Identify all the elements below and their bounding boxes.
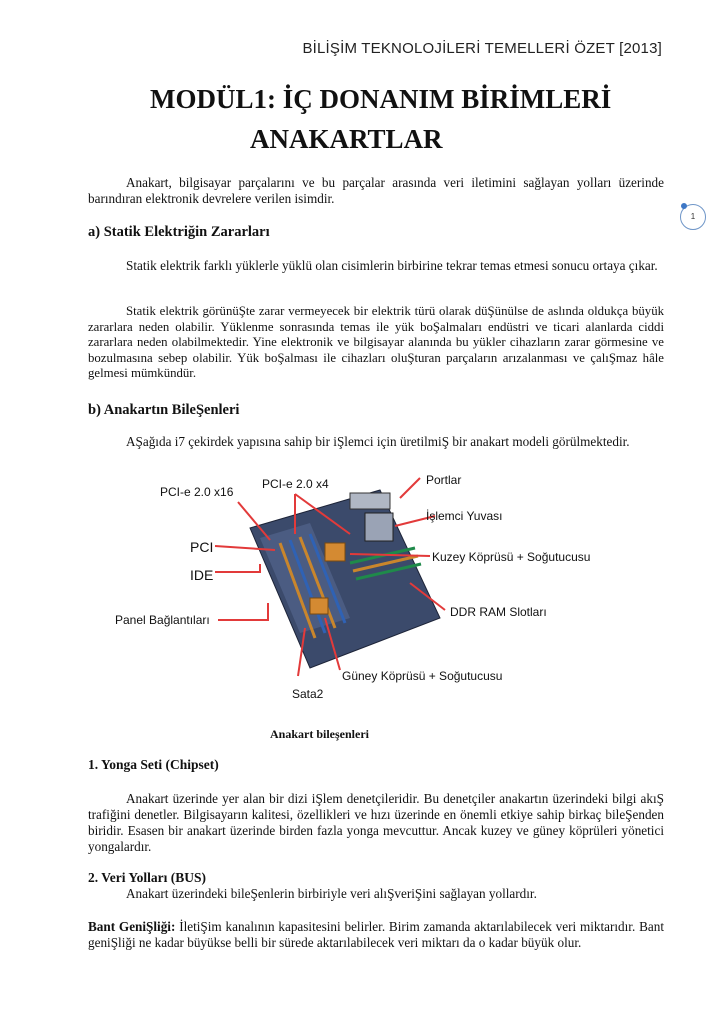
bant-genisligi-text: İletiŞim kanalının kapasitesini belirler. Birim zamanda aktarılabilecek veri miktarıdır. Bant geniŞliği ne kadar büyükse belli bir sürede aktarılabilecek veri miktarı da o kadar büyük olur. bbox=[88, 919, 664, 950]
section-a-heading: a) Statik Elektriğin Zararları bbox=[88, 224, 270, 240]
section-2-paragraph: Anakart üzerindeki bileŞenlerin birbiriyle veri alıŞveriŞini sağlayan yollardır. bbox=[126, 886, 537, 901]
label-ide: IDE bbox=[190, 567, 214, 583]
motherboard-diagram bbox=[110, 468, 591, 708]
label-islemci-yuvasi: İşlemci Yuvası bbox=[426, 509, 503, 523]
label-sata2: Sata2 bbox=[292, 687, 324, 701]
section-a-paragraph-2: Statik elektrik görünüŞte zarar vermeyecek bir elektrik türü olarak düŞünülse de aslında oldukça büyük zararlara neden olabilir. Yüklenme sonrasında temas ile yük boŞalmaları endüstri ve ticari alanlarda ciddi zararlara neden olabilmektedir. Yine elektronik ve bilgisayar alanında bu yükler cihazların zarar görmesine ve bozulmasına sebep olabilir. Yük boŞalması ile cihazları oluŞturan parçaların arızalanması ve çalıŞmaz hâle gelmesi mümkündür. bbox=[88, 304, 664, 381]
label-portlar: Portlar bbox=[426, 473, 462, 487]
figure-caption: Anakart bileşenleri bbox=[270, 727, 369, 741]
module-title: MODÜL1: İÇ DONANIM BİRİMLERİ bbox=[150, 84, 612, 114]
label-pci: PCI bbox=[190, 539, 214, 555]
label-ddr-ram: DDR RAM Slotları bbox=[450, 605, 547, 619]
bant-genisligi-term: Bant GeniŞliği: bbox=[88, 919, 176, 934]
section-a-paragraph-1: Statik elektrik farklı yüklerle yüklü olan cisimlerin birbirine tekrar temas etmesi sonucu ortaya çıkar. bbox=[126, 258, 658, 273]
label-kuzey-koprusu: Kuzey Köprüsü + Soğutucusu bbox=[432, 550, 591, 564]
bant-genisligi-paragraph bbox=[88, 919, 664, 951]
document-header: BİLİŞİM TEKNOLOJİLERİ TEMELLERİ ÖZET [2013] bbox=[302, 40, 662, 57]
section-b-paragraph: AŞağıda i7 çekirdek yapısına sahip bir iŞlemci için üretilmiŞ bir anakart modeli görülmektedir. bbox=[126, 434, 630, 449]
module-subtitle: ANAKARTLAR bbox=[250, 124, 443, 154]
section-1-heading: 1. Yonga Seti (Chipset) bbox=[88, 757, 219, 772]
bullet-icon bbox=[681, 203, 687, 209]
page-number-badge bbox=[680, 204, 706, 230]
section-b-heading: b) Anakartın BileŞenleri bbox=[88, 402, 240, 418]
label-panel-baglantilari: Panel Bağlantıları bbox=[115, 613, 210, 627]
label-pcie-x4: PCI-e 2.0 x4 bbox=[262, 477, 329, 491]
section-2-heading: 2. Veri Yolları (BUS) bbox=[88, 870, 206, 885]
section-1-paragraph: Anakart üzerinde yer alan bir dizi iŞlem denetçileridir. Bu denetçiler anakartın üzerindeki bilgi akıŞ trafiğini denetler. Bilgisayarın kalitesi, özellikleri ve hızı üzerinde en önemli etkiye sahip birkaç bileŞenden biridir. Esasen bir anakart üzerinde birden fazla yonga mevcuttur. Ancak kuzey ve güney köprüleri yönetici yongalardır. bbox=[88, 791, 664, 854]
page-number: 1 bbox=[690, 212, 696, 221]
label-guney-koprusu: Güney Köprüsü + Soğutucusu bbox=[342, 669, 503, 683]
intro-paragraph: Anakart, bilgisayar parçalarını ve bu parçalar arasında veri iletimini sağlayan yolları üzerinde barındıran elektronik devrelere verilen isimdir. bbox=[88, 175, 664, 206]
label-pcie-x16: PCI-e 2.0 x16 bbox=[160, 485, 234, 499]
motherboard-figure bbox=[110, 468, 591, 708]
